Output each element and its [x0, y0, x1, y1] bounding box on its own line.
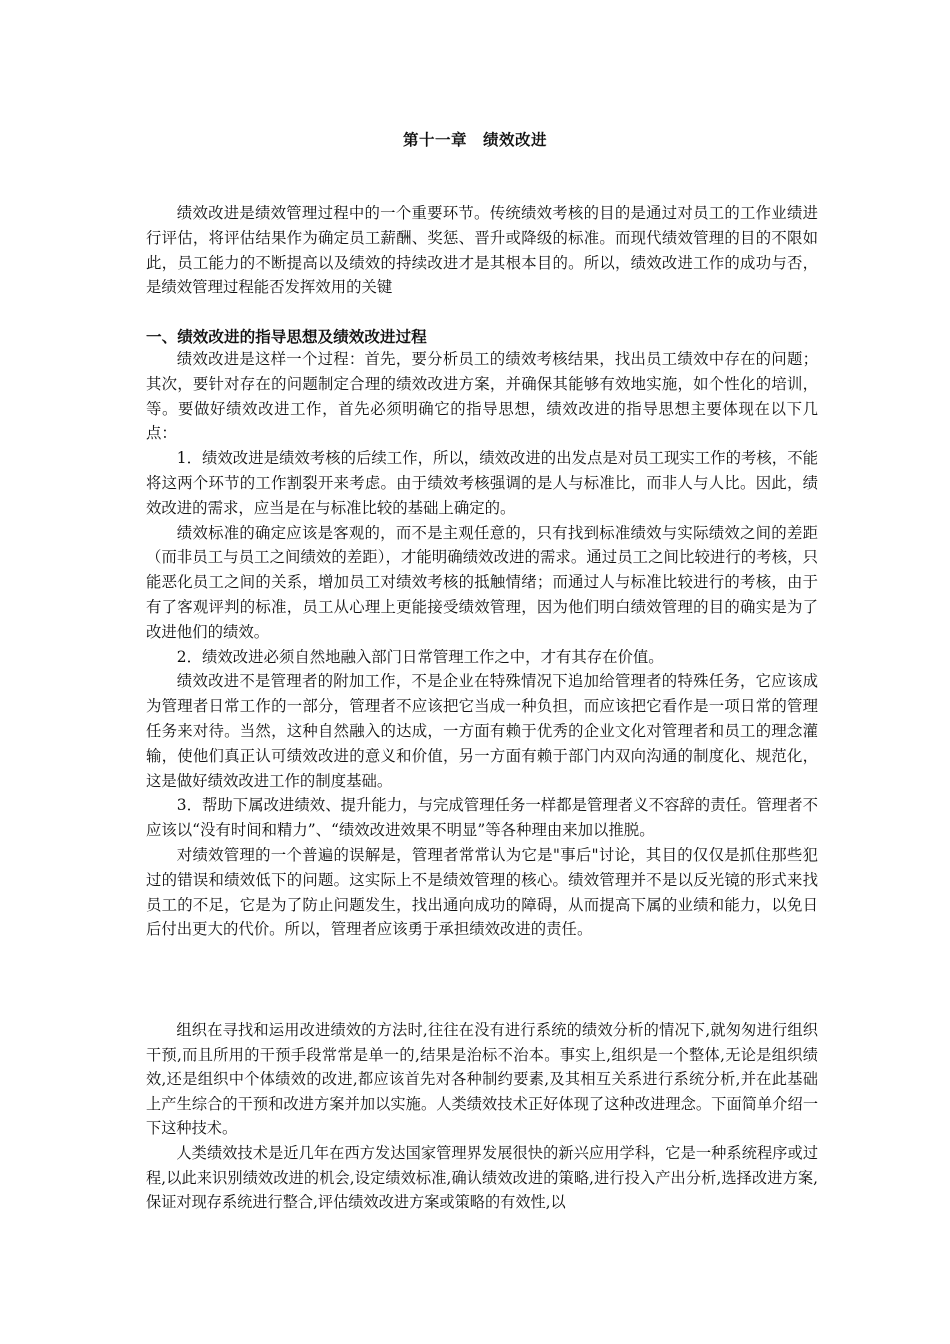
- section-heading: 一、绩效改进的指导思想及绩效改进过程: [146, 328, 427, 346]
- intro-paragraph: 绩效改进是绩效管理过程中的一个重要环节。传统绩效考核的目的是通过对员工的工作业绩进行评估，将评估结果作为确定员工薪酬、奖惩、晋升或降级的标准。而现代绩效管理的目的不限如此，员工能力的不断提高以及绩效的持续改进才是其根本目的。所以，绩效改进工作的成功与否，是绩效管理过程能否发挥效用的关键: [146, 204, 818, 297]
- chapter-title: 第十一章 绩效改进: [402, 131, 547, 149]
- intro-section: [146, 201, 818, 300]
- paragraph: 1．绩效改进是绩效考核的后续工作，所以，绩效改进的出发点是对员工现实工作的考核，不能将这两个环节的工作割裂开来考虑。由于绩效考核强调的是人与标准比，而非人与人比。因此，绩效改进的需求，应当是在与标准比较的基础上确定的。: [146, 449, 818, 517]
- paragraph: 3．帮助下属改进绩效、提升能力，与完成管理任务一样都是管理者义不容辞的责任。管理者不应该以“没有时间和精力”、“绩效改进效果不明显”等各种理由来加以推脱。: [146, 796, 818, 840]
- paragraph: 绩效标准的确定应该是客观的，而不是主观任意的，只有找到标准绩效与实际绩效之间的差距（而非员工与员工之间绩效的差距），才能明确绩效改进的需求。通过员工之间比较进行的考核，只能恶化员工之间的关系，增加员工对绩效考核的抵触情绪；而通过人与标准比较进行的考核，由于有了客观评判的标准，员工从心理上更能接受绩效管理，因为他们明白绩效管理的目的确实是为了改进他们的绩效。: [146, 523, 818, 641]
- paragraph: 绩效改进不是管理者的附加工作，不是企业在特殊情况下追加给管理者的特殊任务，它应该成为管理者日常工作的一部分，管理者不应该把它当成一种负担，而应该把它看作是一项日常的管理任务来对待。当然，这种自然融入的达成，一方面有赖于优秀的企业文化对管理者和员工的理念灌输，使他们真正认可绩效改进的意义和价值，另一方面有赖于部门内双向沟通的制度化、规范化，这是做好绩效改进工作的制度基础。: [146, 672, 818, 790]
- section2-body: [146, 1018, 818, 1215]
- section1-body: [146, 347, 818, 942]
- paragraph: 绩效改进是这样一个过程：首先，要分析员工的绩效考核结果，找出员工绩效中存在的问题；其次，要针对存在的问题制定合理的绩效改进方案，并确保其能够有效地实施，如个性化的培训，等。要做好绩效改进工作，首先必须明确它的指导思想，绩效改进的指导思想主要体现在以下几点：: [146, 350, 818, 443]
- paragraph: 2．绩效改进必须自然地融入部门日常管理工作之中，才有其存在价值。: [176, 647, 664, 666]
- paragraph: 人类绩效技术是近几年在西方发达国家管理界发展很快的新兴应用学科，它是一种系统程序或过程,以此来识别绩效改进的机会,设定绩效标准,确认绩效改进的策略,进行投入产出分析,选择改进方案,保证对现存系统进行整合,评估绩效改进方案或策略的有效性,以: [146, 1143, 818, 1212]
- paragraph: 组织在寻找和运用改进绩效的方法时,往往在没有进行系统的绩效分析的情况下,就匆匆进行组织干预,而且所用的干预手段常常是单一的,结果是治标不治本。事实上,组织是一个整体,无论是组织绩效,还是组织中个体绩效的改进,都应该首先对各种制约要素,及其相互关系进行系统分析,并在此基础上产生综合的干预和改进方案并加以实施。人类绩效技术正好体现了这种改进理念。下面简单介绍一下这种技术。: [146, 1021, 818, 1138]
- paragraph: 对绩效管理的一个普遍的误解是，管理者常常认为它是"事后"讨论，其目的仅仅是抓住那些犯过的错误和绩效低下的问题。这实际上不是绩效管理的核心。绩效管理并不是以反光镜的形式来找员工的不足，它是为了防止问题发生，找出通向成功的障碍，从而提高下属的业绩和能力，以免日后付出更大的代价。所以，管理者应该勇于承担绩效改进的责任。: [146, 845, 818, 939]
